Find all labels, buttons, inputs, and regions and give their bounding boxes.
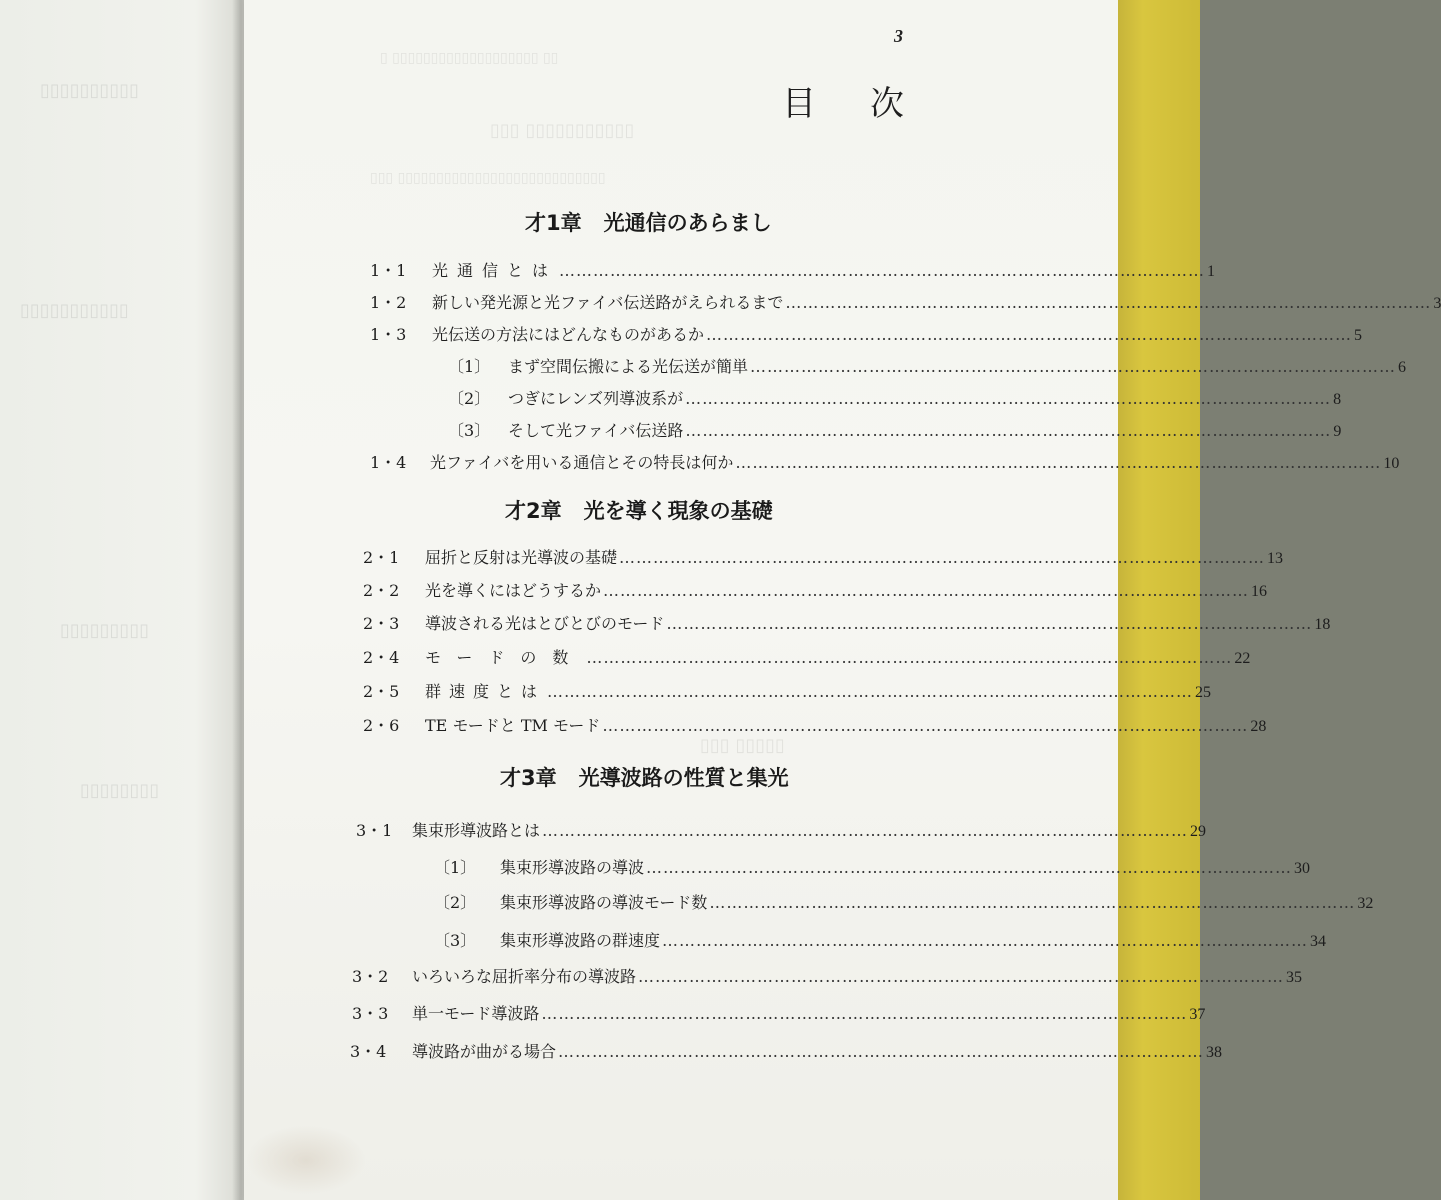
toc-entry[interactable] (350, 1039, 1223, 1062)
section-title: 新しい発光源と光ファイバ伝送路がえられるまで (432, 293, 784, 312)
chapter-number: 才3章 (500, 766, 557, 790)
subsection-title: まず空間伝搬による光伝送が簡単 (508, 357, 749, 376)
chapter-number: 才2章 (505, 499, 562, 523)
subsection-number: 〔3〕 (448, 421, 491, 440)
leader-dots: …………………………………………………………………………………………………… (638, 967, 1285, 986)
subsection-number: 〔3〕 (434, 931, 477, 950)
leader-dots: …………………………………………………………………………………………………… (685, 389, 1332, 408)
show-through-text: ▯▯▯ ▯▯▯▯▯▯▯▯▯▯▯▯▯▯▯▯▯▯▯▯▯▯▯▯▯▯▯ (370, 170, 606, 186)
page-ref: 32 (1357, 895, 1374, 912)
section-number: 3・1 (356, 821, 393, 840)
subsection-title: 集束形導波路の導波 (500, 858, 645, 877)
page-ref: 25 (1195, 684, 1212, 701)
subsection-number: 〔1〕 (434, 858, 477, 877)
chapter-number: 才1章 (525, 211, 582, 235)
section-title: モードの数 (425, 648, 585, 667)
page-ref: 16 (1251, 583, 1268, 600)
leader-dots: …………………………………………………………………………………………………… (646, 858, 1293, 877)
leader-dots: …………………………………………………………………………………………………… (735, 453, 1382, 472)
page-ref: 35 (1286, 969, 1303, 986)
section-title: 単一モード導波路 (412, 1004, 540, 1023)
section-title: いろいろな屈折率分布の導波路 (412, 967, 637, 986)
section-number: 2・2 (363, 581, 400, 600)
section-title: 光を導くにはどうするか (425, 581, 602, 600)
chapter-title: 光を導く現象の基礎 (583, 499, 773, 523)
subsection-title: そして光ファイバ伝送路 (508, 421, 684, 440)
section-number: 2・4 (363, 648, 400, 667)
chapter-3-heading (500, 762, 789, 792)
page-ref: 3 (1433, 295, 1441, 312)
subsection-title: 集束形導波路の導波モード数 (500, 893, 708, 912)
show-through-text: ▯▯▯▯▯▯▯▯▯▯▯ (20, 300, 129, 321)
section-number: 3・3 (352, 1004, 389, 1023)
page-ref: 13 (1267, 550, 1284, 567)
leader-dots: …………………………………………………………………………………………………… (666, 614, 1313, 633)
section-number: 3・2 (352, 967, 389, 986)
section-number: 3・4 (350, 1042, 387, 1061)
toc-entry[interactable] (370, 322, 1363, 345)
chapter-title: 光導波路の性質と集光 (578, 766, 789, 790)
page-ref: 38 (1206, 1044, 1223, 1061)
page-ref: 6 (1398, 359, 1407, 376)
section-title: 導波路が曲がる場合 (412, 1042, 557, 1061)
leader-dots: …………………………………………………………………………………………………… (602, 716, 1249, 735)
page-ref: 34 (1310, 933, 1327, 950)
show-through-text: ▯ ▯▯▯▯▯▯▯▯▯▯▯▯▯▯▯▯▯▯▯ ▯▯ (380, 50, 559, 66)
subsection-number: 〔2〕 (448, 389, 491, 408)
toc-entry[interactable] (363, 713, 1267, 736)
page-ref: 5 (1354, 327, 1363, 344)
chapter-title: 光通信のあらまし (603, 211, 772, 235)
toc-entry[interactable] (363, 645, 1251, 668)
toc-subentry[interactable] (448, 354, 1407, 377)
section-number: 2・3 (363, 614, 400, 633)
subsection-number: 〔2〕 (434, 893, 477, 912)
leader-dots: …………………………………………………………………………………………………… (685, 421, 1332, 440)
show-through-text: ▯▯▯▯▯▯▯▯▯▯ (40, 80, 140, 101)
toc-entry[interactable] (363, 679, 1212, 702)
leader-dots: …………………………………………………………………………………………………… (785, 293, 1432, 312)
section-title: 光通信とは (432, 261, 558, 280)
section-number: 1・2 (370, 293, 407, 312)
toc-entry[interactable] (352, 964, 1303, 987)
page-ref: 37 (1189, 1006, 1206, 1023)
section-title: 導波される光はとびとびのモード (425, 614, 665, 633)
subsection-number: 〔1〕 (448, 357, 491, 376)
leader-dots: …………………………………………………………………………………………………… (619, 548, 1266, 567)
subsection-title: 集束形導波路の群速度 (500, 931, 661, 950)
leader-dots: …………………………………………………………………………………………………… (559, 261, 1206, 280)
toc-entry[interactable] (352, 1001, 1206, 1024)
leader-dots: …………………………………………………………………………………………………… (706, 325, 1353, 344)
section-title: 屈折と反射は光導波の基礎 (425, 548, 618, 567)
page-number: 3 (894, 26, 903, 46)
toc-entry[interactable] (370, 258, 1216, 281)
page-ref: 1 (1207, 263, 1216, 280)
leader-dots: …………………………………………………………………………………………………… (541, 1004, 1188, 1023)
toc-entry[interactable] (370, 290, 1441, 313)
page-ref: 9 (1333, 423, 1342, 440)
page-ref: 8 (1333, 391, 1342, 408)
section-title: 集束形導波路とは (412, 821, 541, 840)
toc-entry[interactable] (356, 818, 1207, 841)
show-through-text: ▯▯▯ ▯▯▯▯▯ (700, 735, 785, 756)
leader-dots: …………………………………………………………………………………………………… (586, 648, 1233, 667)
toc-entry[interactable] (363, 545, 1284, 568)
section-title: 光伝送の方法にはどんなものがあるか (432, 325, 705, 344)
leader-dots: …………………………………………………………………………………………………… (662, 931, 1309, 950)
show-through-text: ▯▯▯▯▯▯▯▯ (80, 780, 160, 801)
leader-dots: …………………………………………………………………………………………………… (750, 357, 1397, 376)
toc-subentry[interactable] (434, 890, 1374, 913)
toc-subentry[interactable] (434, 928, 1327, 951)
toc-subentry[interactable] (448, 386, 1342, 409)
page-ref: 29 (1190, 823, 1207, 840)
page-ref: 18 (1314, 616, 1331, 633)
page-title: 目次 (782, 84, 958, 124)
toc-entry[interactable] (363, 611, 1331, 634)
page-ref: 30 (1294, 860, 1311, 877)
leader-dots: …………………………………………………………………………………………………… (709, 893, 1356, 912)
section-title: 群速度とは (425, 682, 546, 701)
toc-entry[interactable] (363, 578, 1268, 601)
show-through-text: ▯▯▯ ▯▯▯▯▯▯▯▯▯▯▯ (490, 120, 635, 141)
chapter-2-heading (505, 495, 773, 525)
section-number: 1・4 (370, 453, 407, 472)
page-ref: 28 (1250, 718, 1267, 735)
section-title: 光ファイバを用いる通信とその特長は何か (430, 453, 734, 472)
section-number: 1・3 (370, 325, 407, 344)
toc-subentry[interactable] (448, 418, 1342, 441)
left-page (0, 0, 244, 1200)
leader-dots: …………………………………………………………………………………………………… (558, 1042, 1205, 1061)
section-title: TE モードと TM モード (425, 716, 601, 735)
leader-dots: …………………………………………………………………………………………………… (603, 581, 1250, 600)
toc-subentry[interactable] (434, 855, 1311, 878)
section-number: 1・1 (370, 261, 407, 280)
leader-dots: …………………………………………………………………………………………………… (547, 682, 1194, 701)
section-number: 2・5 (363, 682, 400, 701)
page-ref: 10 (1383, 455, 1400, 472)
page-ref: 22 (1234, 650, 1251, 667)
show-through-text: ▯▯▯▯▯▯▯▯▯ (60, 620, 150, 641)
toc-entry[interactable] (370, 450, 1400, 473)
section-number: 2・6 (363, 716, 400, 735)
subsection-title: つぎにレンズ列導波系が (508, 389, 684, 408)
leader-dots: …………………………………………………………………………………………………… (542, 821, 1189, 840)
chapter-1-heading (525, 207, 772, 237)
section-number: 2・1 (363, 548, 400, 567)
